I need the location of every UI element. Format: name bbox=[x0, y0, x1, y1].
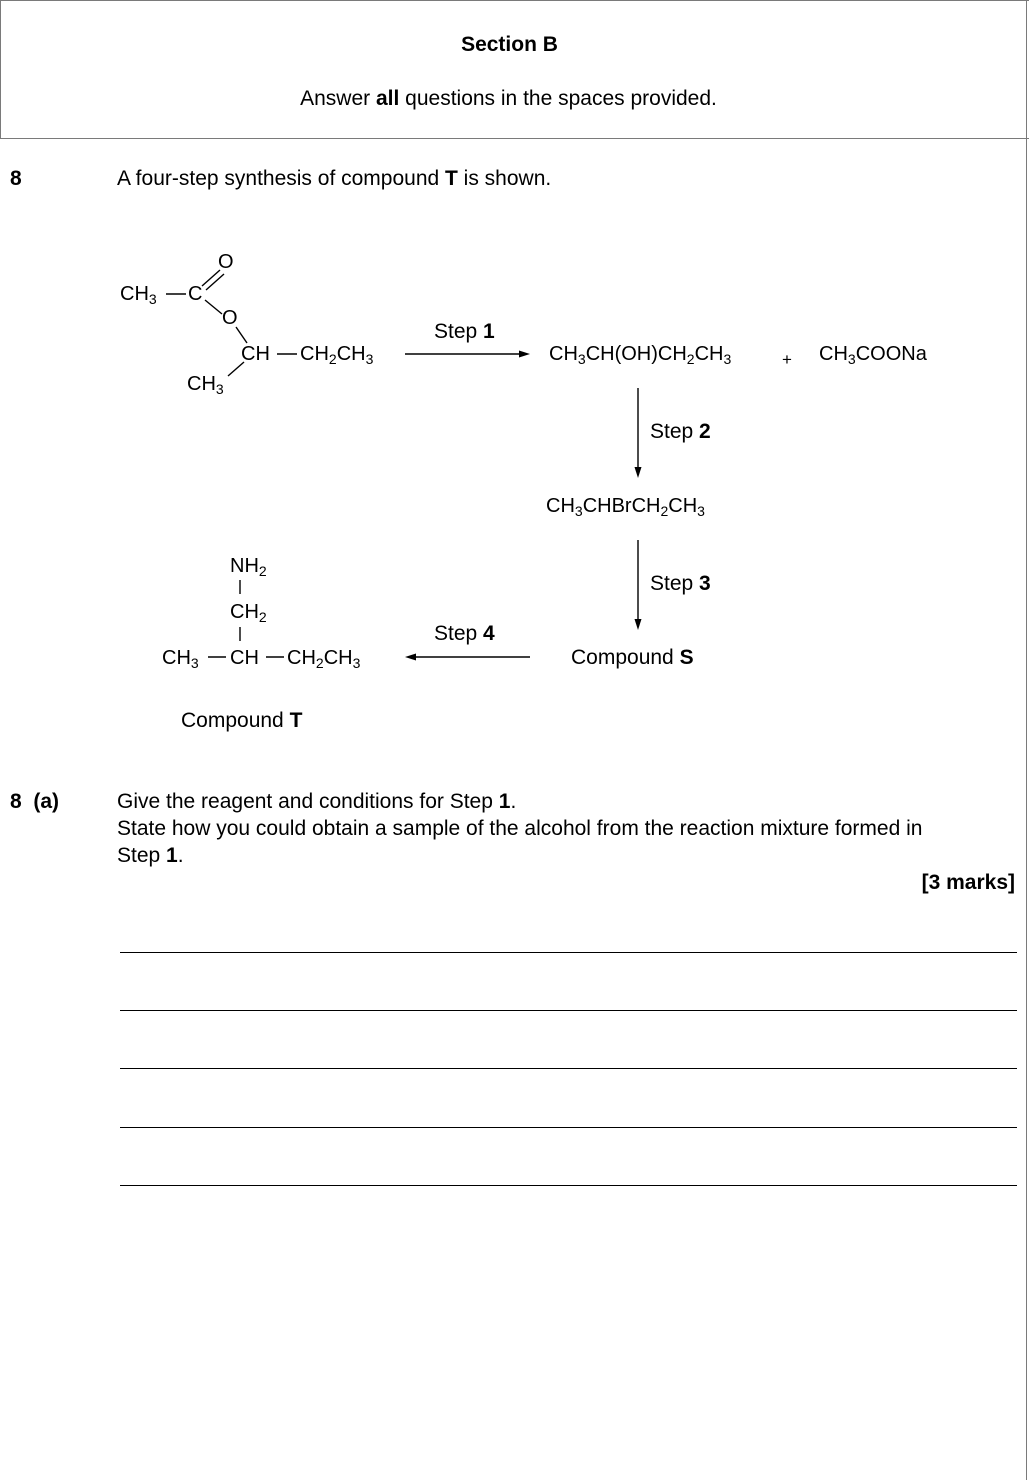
part-a-label: 8 (a) bbox=[10, 790, 60, 813]
compound-t-letter: T bbox=[289, 709, 303, 732]
section-title: Section B bbox=[461, 33, 558, 56]
compound-t-ch2ch3: $CH_2CH_3$ bbox=[287, 647, 361, 671]
answer-line-2[interactable] bbox=[120, 1010, 1017, 1011]
step-3-label bbox=[650, 570, 711, 597]
step-4-word: Step bbox=[434, 622, 478, 645]
step-1-number: 1 bbox=[483, 320, 495, 343]
product-sodium-ethanoate: $CH_3COONa$ bbox=[819, 343, 927, 367]
compound-s-letter: S bbox=[679, 646, 694, 669]
part-a-line-1 bbox=[117, 788, 516, 815]
compound-s-word: Compound bbox=[571, 646, 674, 669]
answer-line-1[interactable] bbox=[120, 952, 1017, 953]
compound-t-label bbox=[181, 707, 302, 734]
compound-t-ch2: $CH_2$ bbox=[230, 601, 267, 625]
part-a-line-1-post: . bbox=[510, 790, 517, 813]
step-2-word: Step bbox=[650, 420, 694, 443]
ester-ch3-acyl: $CH_3$ bbox=[120, 283, 157, 307]
instruction-bold: all bbox=[375, 87, 400, 110]
compound-t-nh2: $NH_2$ bbox=[230, 555, 267, 579]
compound-t-ch: CH bbox=[230, 647, 259, 669]
step-4-label bbox=[434, 620, 495, 647]
ester-ether-o: O bbox=[222, 307, 238, 329]
instruction-pre: Answer bbox=[300, 87, 376, 110]
ester-carbonyl-o: O bbox=[218, 251, 234, 273]
part-a-line-1-pre: Give the reagent and conditions for Step bbox=[117, 790, 499, 813]
part-a-line-3-post: . bbox=[177, 844, 184, 867]
ester-ch: CH bbox=[241, 343, 270, 365]
step-2-number: 2 bbox=[699, 420, 711, 443]
part-a-line-1-bold: 1 bbox=[498, 790, 511, 813]
step-2-label bbox=[650, 418, 711, 445]
answer-line-5[interactable] bbox=[120, 1185, 1017, 1186]
part-a-marks: [3 marks] bbox=[921, 871, 1015, 894]
step-4-number: 4 bbox=[483, 622, 495, 645]
intro-post: is shown. bbox=[457, 167, 552, 190]
question-number: 8 bbox=[10, 167, 22, 190]
step-1-label bbox=[434, 318, 495, 345]
step-3-word: Step bbox=[650, 572, 694, 595]
instruction-post: questions in the spaces provided. bbox=[399, 87, 717, 110]
intro-bold: T bbox=[445, 167, 458, 190]
answer-line-4[interactable] bbox=[120, 1127, 1017, 1128]
product-alcohol: $CH_3CH(OH)CH_2CH_3$ bbox=[549, 343, 732, 367]
compound-t-ch3: $CH_3$ bbox=[162, 647, 199, 671]
part-a-line-2: State how you could obtain a sample of the alcohol from the reaction mixture formed in bbox=[117, 817, 923, 840]
ester-carbonyl-c: C bbox=[188, 283, 203, 305]
part-a-line-3-pre: Step bbox=[117, 844, 167, 867]
ester-ch3-branch: $CH_3$ bbox=[187, 373, 224, 397]
part-a-line-3 bbox=[117, 842, 184, 869]
step-3-number: 3 bbox=[699, 572, 711, 595]
ester-ch2ch3: $CH_2CH_3$ bbox=[300, 343, 374, 367]
answer-line-3[interactable] bbox=[120, 1068, 1017, 1069]
part-a-line-3-bold: 1 bbox=[166, 844, 178, 867]
step-1-word: Step bbox=[434, 320, 478, 343]
intro-pre: A four-step synthesis of compound bbox=[117, 167, 446, 190]
compound-s-label bbox=[571, 644, 694, 671]
compound-t-word: Compound bbox=[181, 709, 284, 732]
plus-sign: + bbox=[782, 350, 792, 369]
product-bromoalkane: $CH_3CHBrCH_2CH_3$ bbox=[546, 495, 705, 519]
